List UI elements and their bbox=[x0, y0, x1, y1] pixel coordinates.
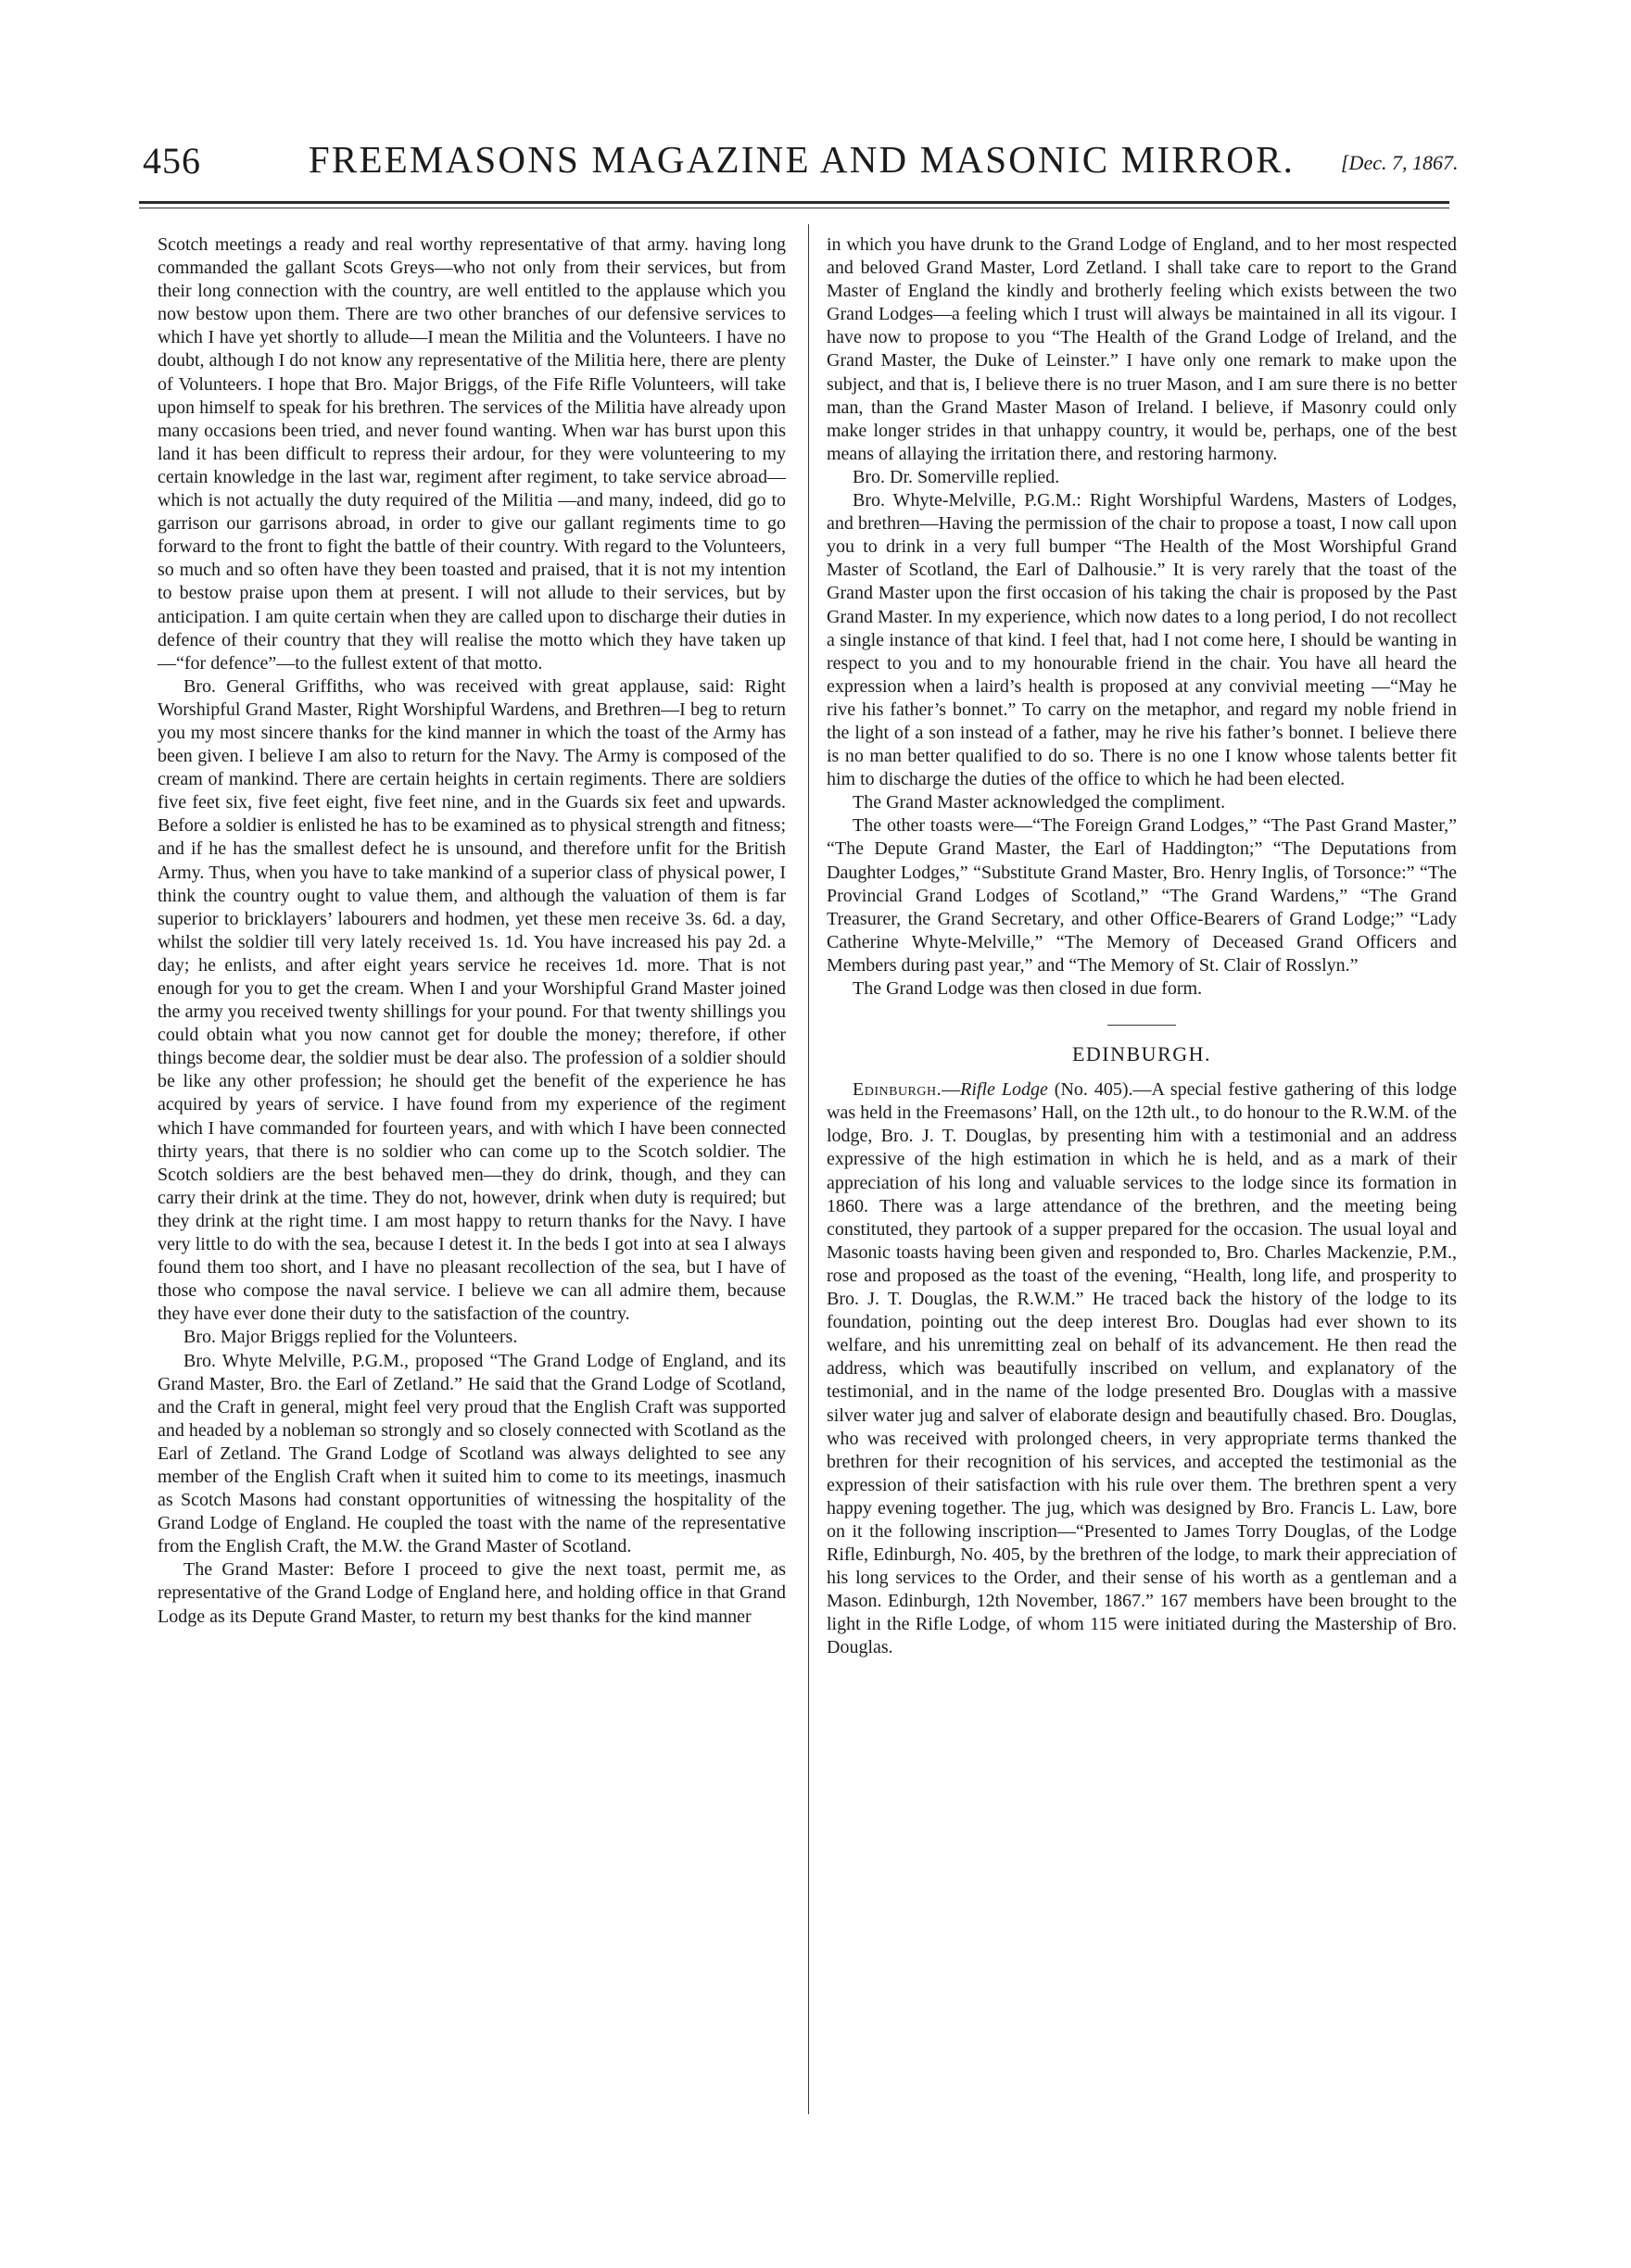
left-column bbox=[158, 233, 786, 1629]
paragraph: The Grand Master: Before I proceed to give the next toast, permit me, as representative of the Grand Lodge of England here, and holding office in that Grand Lodge as its Depute Grand Master, to return my best thanks for the kind manner bbox=[158, 1559, 786, 1627]
report-lead-in: Edinburgh. bbox=[853, 1079, 942, 1101]
paragraph: Bro. General Griffiths, who was received with great applause, said: Right Worshipful Grand Master, Right Worshipful Wardens, and Brethren—I beg to return you my most sincere thanks for the kind manner in which the toast of the Army has been given. I believe I am also to return for the Navy. The Army is composed of the cream of mankind. There are certain heights in certain regiments. There are soldiers five feet six, five feet eight, five feet nine, and in the Guards six feet and upwards. Before a soldier is enlisted he has to be examined as to physical strength and fitness; and if he has the smallest defect he is unsound, and therefore unfit for the British Army. Thus, when you have to take mankind of a superior class of physical power, I think the country ought to value them, and although the valuation of them is far superior to bricklayers’ labourers and hodmen, yet these men receive 3s. 6d. a day, whilst the soldier till very lately received 1s. 1d. You have increased his pay 2d. a day; he enlists, and after eight years service he receives 1d. more. That is not enough for you to get the cream. When I and your Worshipful Grand Master joined the army you received twenty shillings for your pound. For that twenty shillings you could obtain what you now cannot get for double the money; therefore, if other things become dear, the soldier must be dear also. The profession of a soldier should be like any other profession; he should get the benefit of the experience he has acquired by years of service. I have found from my experience of the regiment which I have commanded for fourteen years, and with which I have been connected thirty years, that there is no soldier who can come up to the Scotch soldier. The Scotch soldiers are the best behaved men—they do drink, though, and they can carry their drink at the time. They do not, however, drink when duty is required; but they drink at the right time. I am most happy to return thanks for the Navy. I have very little to do with the sea, because I detest it. In the beds I got into at sea I always found them too short, and I have no pleasant recollection of the sea, but I have of those who compose the naval service. I believe we can all admire them, because they have ever done their duty to the satisfaction of the country. bbox=[158, 675, 786, 1325]
running-head-title: FREEMASONS MAGAZINE AND MASONIC MIRROR. bbox=[308, 138, 1296, 181]
report-dash: — bbox=[942, 1079, 961, 1101]
header-rule bbox=[139, 201, 1449, 204]
section-divider-rule bbox=[1107, 1025, 1176, 1026]
section-heading: EDINBURGH. bbox=[1071, 1042, 1212, 1066]
paragraph: Bro. Whyte-Melville, P.G.M.: Right Worshipful Wardens, Masters of Lodges, and brethren—Having the permission of the chair to propose a toast, I now call upon you to drink in a very full bumper “The Health of the Most Worshipful Grand Master of Scotland, the Earl of Dalhousie.” It is very rarely that the toast of the Grand Master upon the first occasion of his taking the chair is proposed by the Past Grand Master. In my experience, which now dates to a long period, I do not recollect a single instance of that kind. I feel that, had I not come here, I should be wanting in respect to you and to my honourable friend in the chair. You have all heard the expression when a laird’s health is proposed at any convivial meeting —“May he rive his father’s bonnet.” To carry on the metaphor, and regard my noble friend in the light of a son instead of a father, may he rive his father’s bonnet. I believe there is no man better qualified to do so. There is no one I know whose talents better fit him to discharge the duties of the office to which he had been elected. bbox=[827, 490, 1457, 790]
column-divider bbox=[808, 224, 809, 2114]
lodge-name: Rifle Lodge bbox=[960, 1079, 1048, 1101]
edinburgh-report bbox=[827, 1078, 1457, 1659]
paragraph: Bro. Dr. Somerville replied. bbox=[853, 466, 1060, 487]
report-body: (No. 405).—A special festive gathering of this lodge was held in the Freemasons’ Hall, on the 12th ult., to do honour to the R.W.M. of the lodge, Bro. J. T. Douglas, by presenting him with a testimonial and an address expressive of the high estimation in which he is held, and as a mark of their appreciation of his long and valuable services to the lodge since its formation in 1860. There was a large attendance of the brethren, and the meeting being constituted, they partook of a supper prepared for the occasion. The usual loyal and Masonic toasts having been given and responded to, Bro. Charles Mackenzie, P.M., rose and proposed as the toast of the evening, “Health, long life, and prosperity to Bro. J. T. Douglas, the R.W.M.” He traced back the history of the lodge to its foundation, pointing out the deep interest Bro. Douglas had ever shown to its welfare, and his unremitting zeal on behalf of its advancement. He then read the address, which was beautifully inscribed on vellum, and explanatory of the testimonial, and in the name of the lodge presented Bro. Douglas with a massive silver water jug and salver of elaborate design and beautifully chased. Bro. Douglas, who was received with prolonged cheers, in very appropriate terms thanked the brethren for their recognition of his services, and accepted the testimonial as the expression of their satisfaction with his rule over them. The brethren spent a very happy evening together. The jug, which was designed by Bro. Francis L. Law, bore on it the following inscription—“Presented to James Torry Douglas, of the Lodge Rifle, Edinburgh, No. 405, by the brethren of the lodge, to mark their appreciation of his long services to the Order, and their sense of his worth as a gentleman and a Mason. Edinburgh, 12th November, 1867.” 167 members have been brought to the light in the Rifle Lodge, of whom 115 were initiated during the Mastership of Bro. Douglas. bbox=[827, 1079, 1457, 1658]
paragraph: Bro. Whyte Melville, P.G.M., proposed “The Grand Lodge of England, and its Grand Master, Bro. the Earl of Zetland.” He said that the Grand Lodge of Scotland, and the Craft in general, might feel very proud that the English Craft was supported and headed by a nobleman so strongly and so closely connected with Scotland as the Earl of Zetland. The Grand Lodge of Scotland was always delighted to see any member of the English Craft when it suited him to come to its meetings, inasmuch as Scotch Masons had constant opportunities of witnessing the hospitality of the Grand Lodge of England. He coupled the toast with the name of the representative from the English Craft, the M.W. the Grand Master of Scotland. bbox=[158, 1350, 786, 1557]
paragraph: The Grand Master acknowledged the compliment. bbox=[853, 792, 1226, 813]
right-column bbox=[827, 233, 1457, 1660]
paragraph: in which you have drunk to the Grand Lodge of England, and to her most respected and beloved Grand Master, Lord Zetland. I shall take care to report to the Grand Master of England the kindly and brotherly feeling which exists between the two Grand Lodges—a feeling which I trust will always be maintained in all its vigour. I have now to propose to you “The Health of the Grand Lodge of Ireland, and the Grand Master, the Duke of Leinster.” I have only one remark to make upon the subject, and that is, I believe there is no truer Mason, and I am sure there is no better man, than the Grand Master Mason of Ireland. I believe, if Masonry could only make longer strides in that unhappy country, it would be, perhaps, one of the best means of allaying the irritation there, and restoring harmony. bbox=[827, 234, 1457, 464]
paragraph: Bro. Major Briggs replied for the Volunteers. bbox=[183, 1327, 518, 1348]
page-number: 456 bbox=[143, 140, 201, 182]
paragraph: The Grand Lodge was then closed in due form. bbox=[853, 978, 1203, 999]
paragraph: Scotch meetings a ready and real worthy representative of that army. having long commanded the gallant Scots Greys—who not only from their services, but from their long connection with the country, are well entitled to the applause which you now bestow upon them. There are two other branches of our defensive services to which I have yet shortly to allude—I mean the Militia and the Volunteers. I have no doubt, although I do not know any representative of the Militia here, there are plenty of Volunteers. I hope that Bro. Major Briggs, of the Fife Rifle Volunteers, will take upon himself to speak for his brethren. The services of the Militia have already upon many occasions been tried, and never found wanting. When war has burst upon this land it has been difficult to repress their ardour, for they were volunteering to my certain knowledge in the last war, regiment after regiment, to take service abroad—which is not actually the duty required of the Militia —and many, indeed, did go to garrison our garrisons abroad, in order to give our gallant regiments time to go forward to the front to fight the battle of their country. With regard to the Volunteers, so much and so often have they been toasted and praised, that it is not my intention to bestow praise upon them at present. I will not allude to their services, but by anticipation. I am quite certain when they are called upon to discharge their duties in defence of their country that they will realise the motto which they have taken up—“for defence”—to the fullest extent of that motto. bbox=[158, 234, 786, 674]
issue-date: [Dec. 7, 1867. bbox=[1341, 151, 1459, 174]
paragraph: The other toasts were—“The Foreign Grand Lodges,” “The Past Grand Master,” “The Depute Grand Master, the Earl of Haddington;” “The Deputations from Daughter Lodges,” “Substitute Grand Master, Bro. Henry Inglis, of Torsonce:” “The Provincial Grand Lodges of Scotland,” “The Grand Wardens,” “The Grand Treasurer, the Grand Secretary, and other Office-Bearers of Grand Lodge;” “Lady Catherine Whyte-Melville,” “The Memory of Deceased Grand Officers and Members during past year,” and “The Memory of St. Clair of Rosslyn.” bbox=[827, 815, 1457, 976]
